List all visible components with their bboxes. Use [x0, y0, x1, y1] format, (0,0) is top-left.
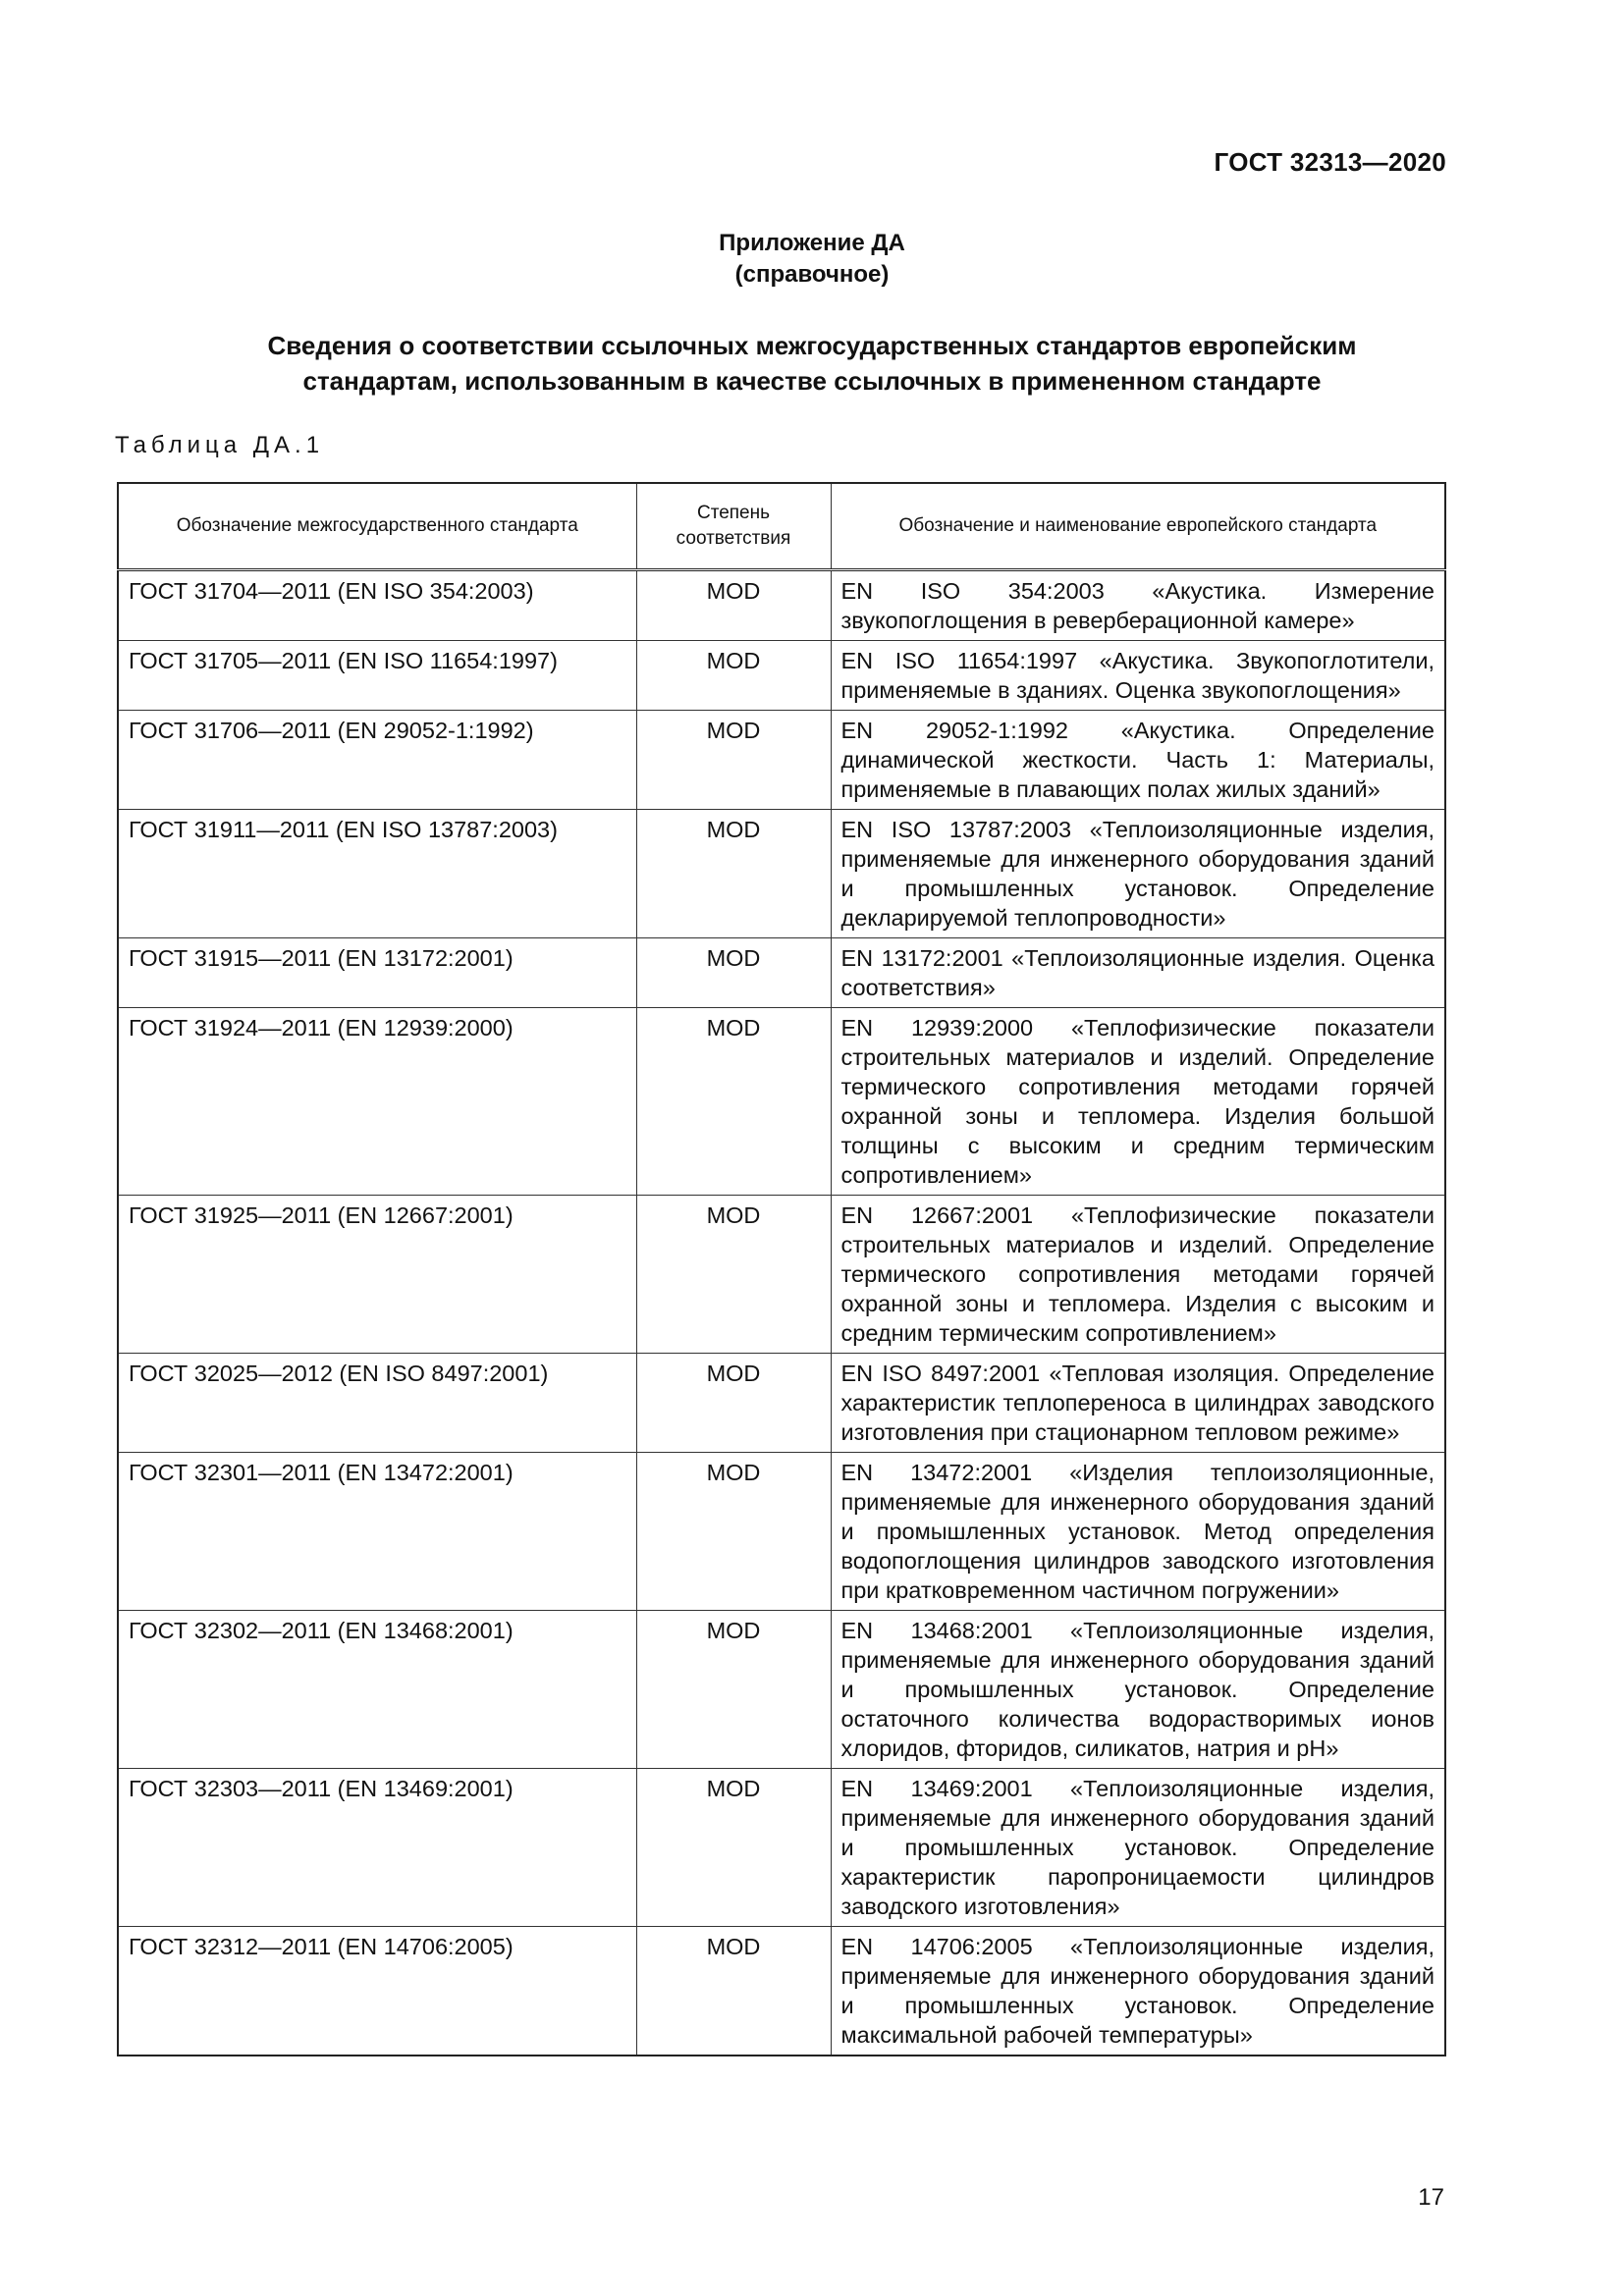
table-row — [118, 938, 1445, 1008]
table-row — [118, 1008, 1445, 1196]
degree-cell: MOD — [636, 1769, 831, 1927]
appendix-heading — [0, 228, 1624, 291]
en-cell: EN 12667:2001 «Теплофизические показатели строительных материалов и изделий. Определение термического сопротивления методами горячей охранной зоны и тепломера. Изделия с высоким и средним термическим сопротивлением» — [831, 1196, 1445, 1354]
en-cell: EN 13469:2001 «Теплоизоляционные изделия, применяемые для инженерного оборудования зданий и промышленных установок. Определение характеристик паропроницаемости цилиндров заводского изготовления» — [831, 1769, 1445, 1927]
degree-cell: MOD — [636, 1611, 831, 1769]
degree-cell: MOD — [636, 1196, 831, 1354]
table-row — [118, 1927, 1445, 2056]
degree-cell: MOD — [636, 570, 831, 641]
section-caption — [0, 328, 1624, 399]
en-cell: EN 29052-1:1992 «Акустика. Определение динамической жесткости. Часть 1: Материалы, применяемые в плавающих полах жилых зданий» — [831, 711, 1445, 810]
column-header-degree: Степень соответствия — [636, 483, 831, 570]
en-cell: EN ISO 8497:2001 «Тепловая изоляция. Определение характеристик теплопереноса в цилиндрах заводского изготовления при стационарном тепловом режиме» — [831, 1354, 1445, 1453]
gost-cell: ГОСТ 32303—2011 (EN 13469:2001) — [118, 1769, 636, 1927]
table-row — [118, 1453, 1445, 1611]
en-cell: EN ISO 11654:1997 «Акустика. Звукопоглотители, применяемые в зданиях. Оценка звукопоглощения» — [831, 641, 1445, 711]
table-row — [118, 570, 1445, 641]
en-cell: EN ISO 13787:2003 «Теплоизоляционные изделия, применяемые для инженерного оборудования зданий и промышленных установок. Определение декларируемой теплопроводности» — [831, 810, 1445, 938]
gost-cell: ГОСТ 32301—2011 (EN 13472:2001) — [118, 1453, 636, 1611]
appendix-title: Приложение ДА — [719, 230, 905, 256]
en-cell: EN 13468:2001 «Теплоизоляционные изделия, применяемые для инженерного оборудования зданий и промышленных установок. Определение остаточного количества водорастворимых ионов хлоридов, фторидов, силикатов, натрия и pH» — [831, 1611, 1445, 1769]
table-row — [118, 1354, 1445, 1453]
column-header-gost: Обозначение межгосударственного стандарта — [118, 483, 636, 570]
degree-cell: MOD — [636, 641, 831, 711]
table-row — [118, 711, 1445, 810]
table-row — [118, 641, 1445, 711]
appendix-subtitle: (справочное) — [734, 261, 890, 288]
en-cell: EN 14706:2005 «Теплоизоляционные изделия, применяемые для инженерного оборудования зданий и промышленных установок. Определение максимальной рабочей температуры» — [831, 1927, 1445, 2056]
gost-cell: ГОСТ 32025—2012 (EN ISO 8497:2001) — [118, 1354, 636, 1453]
table-row — [118, 1196, 1445, 1354]
gost-cell: ГОСТ 31705—2011 (EN ISO 11654:1997) — [118, 641, 636, 711]
gost-cell: ГОСТ 32312—2011 (EN 14706:2005) — [118, 1927, 636, 2056]
en-cell: EN 13172:2001 «Теплоизоляционные изделия. Оценка соответствия» — [831, 938, 1445, 1008]
table-row — [118, 810, 1445, 938]
gost-cell: ГОСТ 31924—2011 (EN 12939:2000) — [118, 1008, 636, 1196]
degree-cell: MOD — [636, 1008, 831, 1196]
en-cell: EN ISO 354:2003 «Акустика. Измерение звукопоглощения в реверберационной камере» — [831, 570, 1445, 641]
table-label: Таблица ДА.1 — [115, 432, 325, 458]
page-number: 17 — [1418, 2184, 1444, 2211]
table-row — [118, 1611, 1445, 1769]
standards-table — [117, 482, 1446, 2056]
en-cell: EN 12939:2000 «Теплофизические показатели строительных материалов и изделий. Определение термического сопротивления методами горячей охранной зоны и тепломера. Изделия большой толщины с высоким и средним термическим сопротивлением» — [831, 1008, 1445, 1196]
degree-cell: MOD — [636, 810, 831, 938]
degree-cell: MOD — [636, 1354, 831, 1453]
degree-cell: MOD — [636, 1453, 831, 1611]
gost-cell: ГОСТ 31911—2011 (EN ISO 13787:2003) — [118, 810, 636, 938]
gost-cell: ГОСТ 31704—2011 (EN ISO 354:2003) — [118, 570, 636, 641]
caption-line-2: стандартам, использованным в качестве ссылочных в примененном стандарте — [302, 366, 1322, 396]
degree-cell: MOD — [636, 938, 831, 1008]
table-header-row — [118, 483, 1445, 570]
caption-line-1: Сведения о соответствии ссылочных межгосударственных стандартов европейским — [267, 331, 1357, 360]
gost-cell: ГОСТ 32302—2011 (EN 13468:2001) — [118, 1611, 636, 1769]
column-header-en: Обозначение и наименование европейского стандарта — [831, 483, 1445, 570]
table-row — [118, 1769, 1445, 1927]
degree-cell: MOD — [636, 711, 831, 810]
degree-cell: MOD — [636, 1927, 831, 2056]
gost-cell: ГОСТ 31915—2011 (EN 13172:2001) — [118, 938, 636, 1008]
gost-cell: ГОСТ 31706—2011 (EN 29052-1:1992) — [118, 711, 636, 810]
document-code: ГОСТ 32313—2020 — [1214, 147, 1446, 177]
gost-cell: ГОСТ 31925—2011 (EN 12667:2001) — [118, 1196, 636, 1354]
en-cell: EN 13472:2001 «Изделия теплоизоляционные, применяемые для инженерного оборудования зданий и промышленных установок. Метод определения водопоглощения цилиндров заводского изготовления при кратковременном частичном погружении» — [831, 1453, 1445, 1611]
